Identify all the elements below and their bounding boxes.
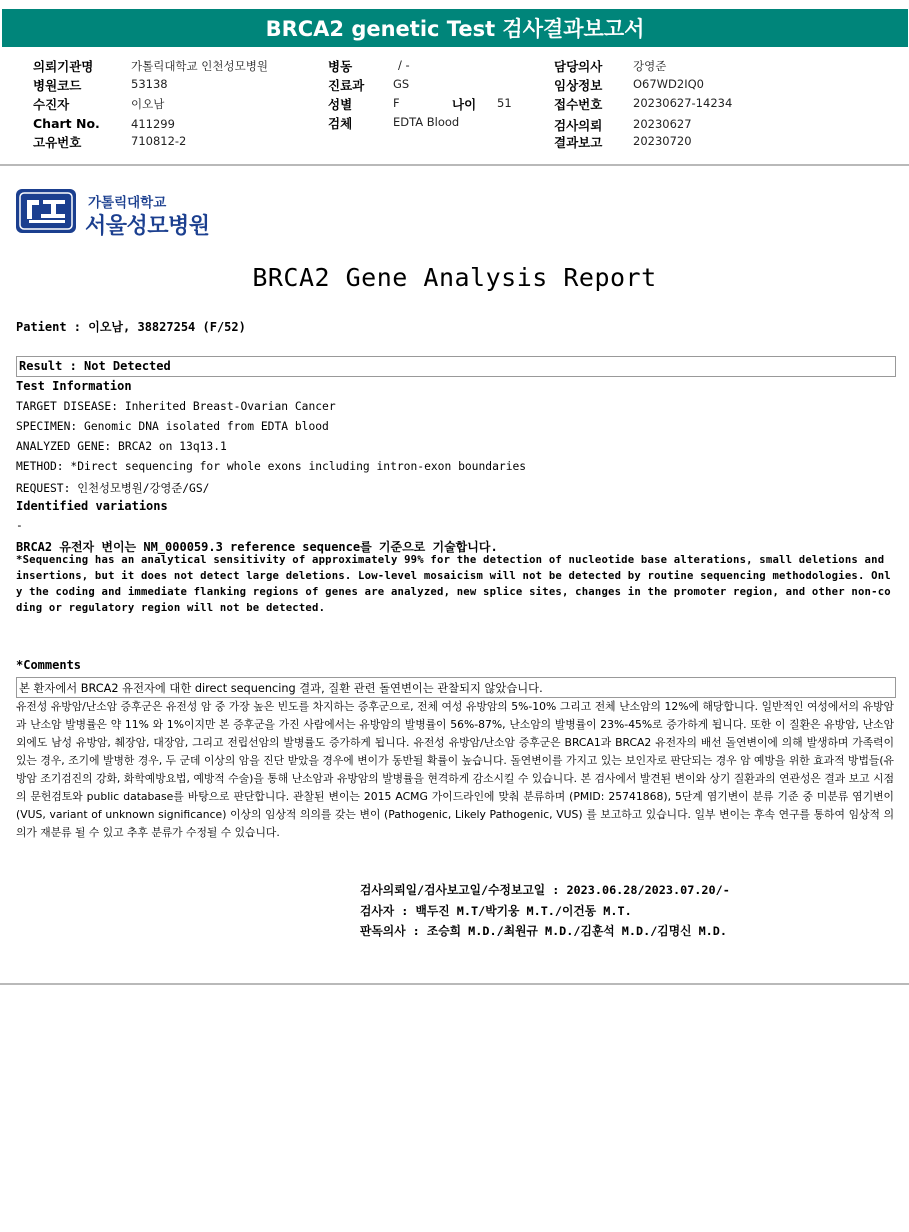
patient-name-label: 수진자 — [33, 97, 70, 112]
logo-subtitle: 가톨릭대학교 — [88, 195, 167, 211]
reference-sequence-note: BRCA2 유전자 변이는 NM_000059.3 reference sequence를 기준으로 기술합니다. — [16, 540, 498, 554]
identified-variations-heading: Identified variations — [16, 499, 168, 513]
ward-value: / - — [398, 58, 410, 72]
age-label: 나이 — [452, 97, 477, 112]
comment-body: 유전성 유방암/난소암 증후군은 유전성 암 중 가장 높은 빈도를 차지하는 증후군으로, 전체 여성 유방암의 5%-10% 그리고 전체 난소암의 12%에 해당합니다. 일반적인 여성에서의 유방암과 난소암 발병률은 약 11% 와 1%이지만 본 증후군을 가진 사람에서는 유방암의 발병률이 56%-87%, 난소암의 발병률이 23%-45%로 증가하게 됩니다. 또한 이 질환은 유방암, 난소암 외에도 남성 유방암, 췌장암, 대장암, 그리고 전립선암의 발병률도 증가하게 됩니다. 유전성 유방암/난소암 증후군은 BRCA1과 BRCA2 유전자의 배선 돌연변이에 의해 발생하며 가족력이 있는 경우, 조기에 발병한 경우, 두 군데 이상의 암을 진단 받았을 경우에 변이가 동반될 확률이 높습니다. 돌연변이를 가지고 있는 보인자로 판단되는 경우 암 예방을 위한 효과적 방법들(유방암 조기검진의 강화, 화학예방요법, 예방적 수술)을 통해 난소암과 유방암의 발병률을 현격하게 감소시킬 수 있습니다. 본 검사에서 발견된 변이와 상기 질환과의 연관성은 결과 보고 시점의 문헌검토와 public database를 바탕으로 판단합니다. 관찰된 변이는 2015 ACMG 가이드라인에 맞춰 분류하며 (PMID: 25741868), 5단계 염기변이 분류 기준 중 미분류 염기변이 (VUS, variant of unknown significance) 이상의 임상적 의의를 갖는 변이 (Pathogenic, Likely Pathogenic, VUS) 를 보고하고 있습니다. 일부 변이는 후속 연구를 통하여 임상적 의의가 재분류 될 수 있고 추후 분류가 수정될 수 있습니다. — [16, 700, 894, 839]
report-date-value: 20230720 — [633, 134, 692, 148]
department-value: GS — [393, 77, 410, 91]
sensitivity-note: *Sequencing has an analytical sensitivity of approximately 99% for the detection of nucleotide base alterations, small deletions and insertions, but it does not detect large deletions. Low-level mosaicism will not be detected by routine sequencing methodologies. Only the coding and immediate flanking regions of genes are analyzed, new splice sites, changes in the promoter region, and other non-coding or regulatory region will not be detected. — [16, 554, 891, 614]
doctors-line: 판독의사 : 조승희 M.D./최원규 M.D./김훈석 M.D./김명신 M.D. — [360, 924, 727, 938]
method-line: METHOD: *Direct sequencing for whole exons including intron-exon boundaries — [16, 460, 527, 473]
physician-value: 강영준 — [633, 59, 667, 73]
specimen-value: EDTA Blood — [393, 115, 460, 129]
ward-label: 병동 — [328, 59, 353, 74]
analyzed-gene-line: ANALYZED GENE: BRCA2 on 13q13.1 — [16, 440, 227, 453]
report-date-label: 결과보고 — [554, 135, 603, 150]
request-line: REQUEST: 인천성모병원/강영준/GS/ — [16, 482, 210, 495]
comments-heading: *Comments — [16, 658, 82, 672]
footer-divider — [0, 983, 909, 985]
specimen-label: 검체 — [328, 116, 353, 131]
receipt-no-label: 접수번호 — [554, 97, 603, 112]
report-header-title: BRCA2 genetic Test 검사결과보고서 — [265, 17, 645, 41]
header-divider — [0, 164, 909, 166]
report-title-bar — [2, 9, 908, 47]
specimen-line: SPECIMEN: Genomic DNA isolated from EDTA blood — [16, 420, 329, 433]
chart-no-label: Chart No. — [33, 116, 100, 131]
target-disease-line: TARGET DISEASE: Inherited Breast-Ovarian Cancer — [16, 400, 336, 413]
clinical-info-value: O67WD2IQ0 — [633, 77, 704, 91]
patient-name-value: 이오남 — [131, 97, 165, 111]
referring-institution-value: 가톨릭대학교 인천성모병원 — [131, 59, 268, 73]
comment-summary-text: 본 환자에서 BRCA2 유전자에 대한 direct sequencing 결과, 질환 관련 돌연변이는 관찰되지 않았습니다. — [19, 682, 543, 695]
hospital-code-value: 53138 — [131, 77, 168, 91]
result-box — [16, 356, 896, 377]
receipt-no-value: 20230627-14234 — [633, 96, 733, 110]
chart-no-value: 411299 — [131, 117, 175, 131]
department-label: 진료과 — [328, 78, 365, 93]
test-information-heading: Test Information — [16, 379, 132, 393]
physician-label: 담당의사 — [554, 59, 603, 74]
testers-line: 검사자 : 백두진 M.T/박기웅 M.T./이건동 M.T. — [360, 904, 632, 918]
sex-value: F — [393, 96, 400, 110]
unique-no-value: 710812-2 — [131, 134, 187, 148]
patient-line: Patient : 이오남, 38827254 (F/52) — [16, 320, 246, 334]
unique-no-label: 고유번호 — [33, 135, 82, 150]
hospital-code-label: 병원코드 — [33, 78, 82, 93]
hospital-emblem-logo — [15, 188, 83, 236]
referring-institution-label: 의뢰기관명 — [33, 59, 94, 74]
age-value: 51 — [497, 96, 512, 110]
result-text: Result : Not Detected — [19, 359, 171, 373]
report-title: BRCA2 Gene Analysis Report — [252, 263, 657, 292]
logo-hospital-name: 서울성모병원 — [85, 214, 210, 239]
request-date-value: 20230627 — [633, 117, 692, 131]
dates-line: 검사의뢰일/검사보고일/수정보고일 : 2023.06.28/2023.07.20/- — [360, 883, 730, 897]
request-date-label: 검사의뢰 — [554, 118, 603, 133]
clinical-info-label: 임상정보 — [554, 78, 603, 93]
sex-label: 성별 — [328, 97, 353, 112]
comment-summary-box — [16, 677, 896, 698]
identified-variations-value: - — [16, 519, 23, 532]
